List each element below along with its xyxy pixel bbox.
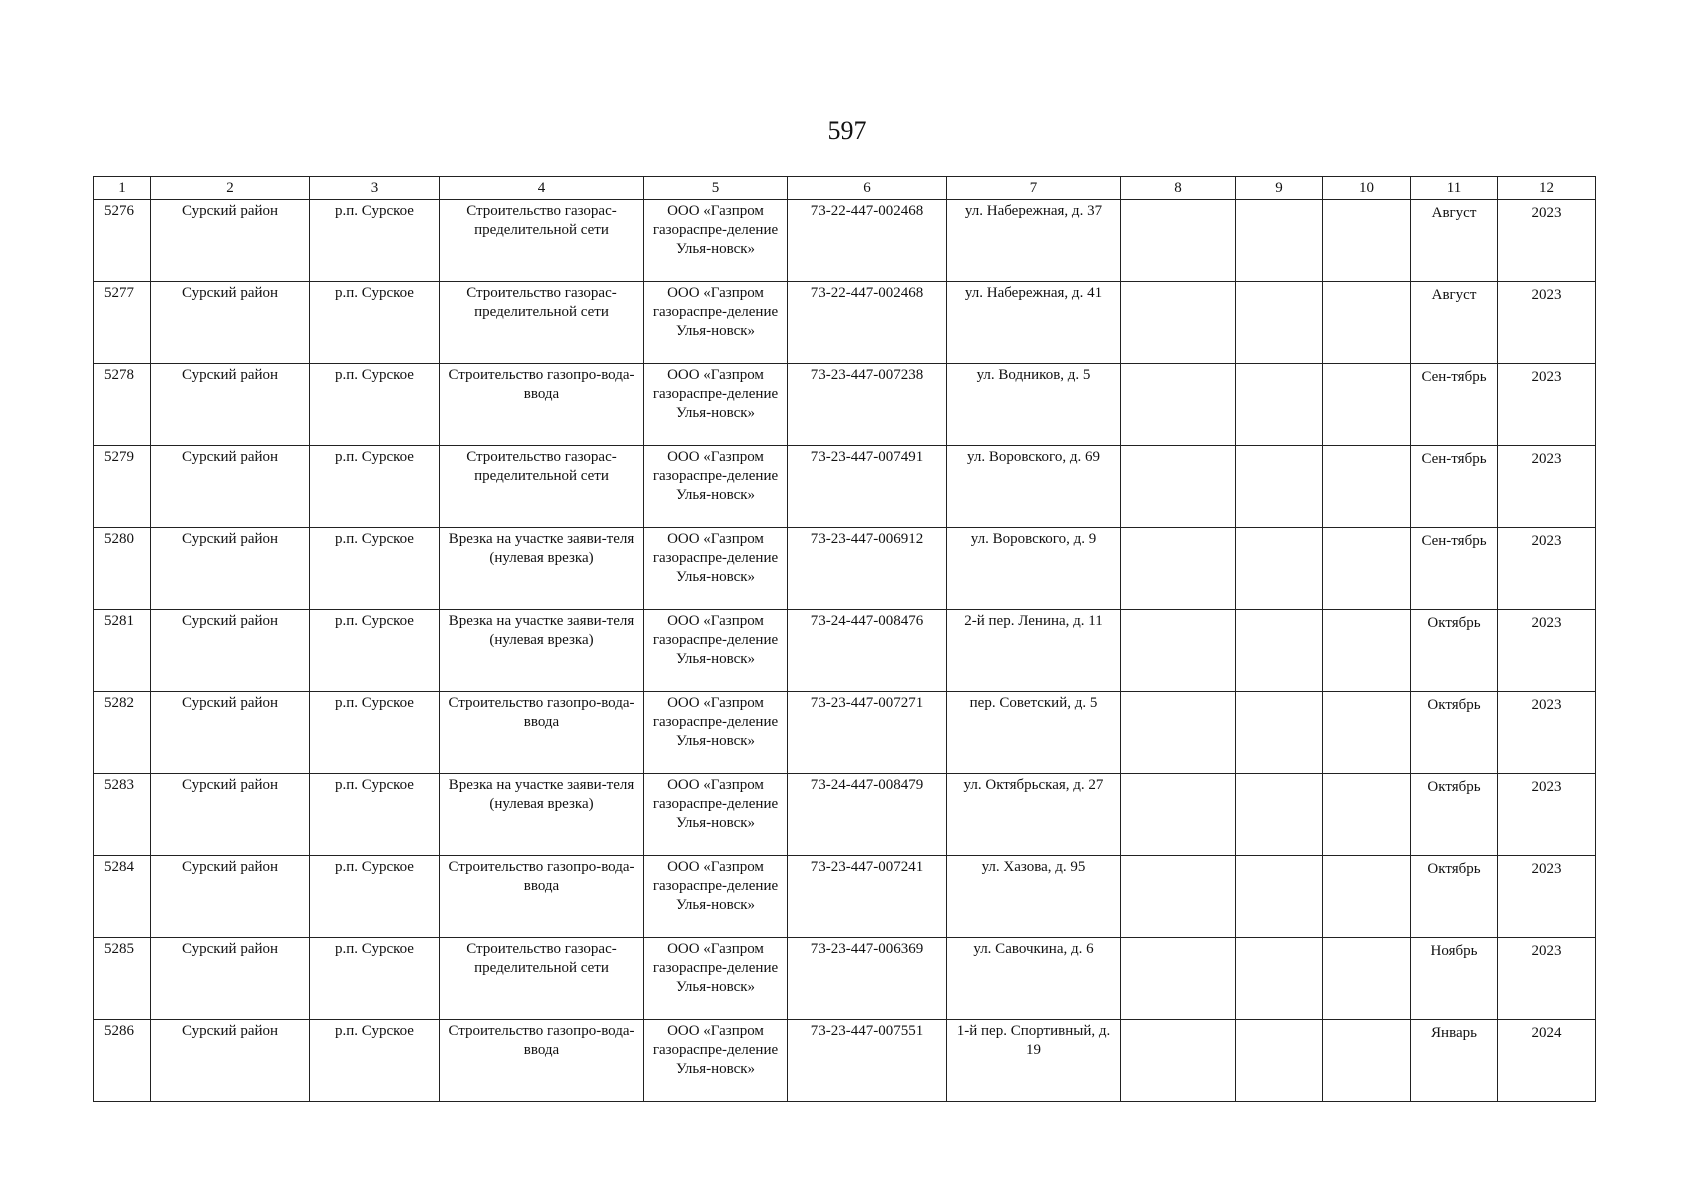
column-8-cell (1121, 282, 1236, 364)
column-8-cell (1121, 200, 1236, 282)
organization-cell: ООО «Газпром газораспре-деление Улья-новск» (644, 528, 788, 610)
year-cell: 2023 (1498, 200, 1596, 282)
object-code-cell: 73-22-447-002468 (788, 282, 947, 364)
column-10-cell (1323, 774, 1411, 856)
month-cell: Сен-тябрь (1411, 364, 1498, 446)
column-10-cell (1323, 282, 1411, 364)
address-cell: ул. Хазова, д. 95 (947, 856, 1121, 938)
work-type-cell: Строительство газопро-вода-ввода (440, 692, 644, 774)
header-cell: 6 (788, 177, 947, 200)
column-10-cell (1323, 1020, 1411, 1102)
work-type-cell: Врезка на участке заяви-теля (нулевая врезка) (440, 774, 644, 856)
work-type-cell: Строительство газорас-пределительной сети (440, 200, 644, 282)
table-body (94, 200, 1596, 1102)
column-10-cell (1323, 856, 1411, 938)
column-10-cell (1323, 528, 1411, 610)
address-cell: 1-й пер. Спортивный, д. 19 (947, 1020, 1121, 1102)
year-cell: 2023 (1498, 774, 1596, 856)
settlement-cell: р.п. Сурское (310, 692, 440, 774)
object-code-cell: 73-23-447-007271 (788, 692, 947, 774)
column-9-cell (1236, 446, 1323, 528)
object-code-cell: 73-23-447-007241 (788, 856, 947, 938)
organization-cell: ООО «Газпром газораспре-деление Улья-новск» (644, 1020, 788, 1102)
header-cell: 7 (947, 177, 1121, 200)
organization-cell: ООО «Газпром газораспре-деление Улья-новск» (644, 856, 788, 938)
year-cell: 2023 (1498, 856, 1596, 938)
district-cell: Сурский район (151, 938, 310, 1020)
year-cell: 2023 (1498, 446, 1596, 528)
column-8-cell (1121, 446, 1236, 528)
month-cell: Ноябрь (1411, 938, 1498, 1020)
column-8-cell (1121, 1020, 1236, 1102)
column-10-cell (1323, 938, 1411, 1020)
work-type-cell: Врезка на участке заяви-теля (нулевая врезка) (440, 528, 644, 610)
object-code-cell: 73-23-447-006369 (788, 938, 947, 1020)
settlement-cell: р.п. Сурское (310, 364, 440, 446)
settlement-cell: р.п. Сурское (310, 856, 440, 938)
district-cell: Сурский район (151, 610, 310, 692)
address-cell: ул. Савочкина, д. 6 (947, 938, 1121, 1020)
page-number: 597 (827, 116, 867, 145)
year-cell: 2023 (1498, 938, 1596, 1020)
table-row (94, 938, 1596, 1020)
object-code-cell: 73-23-447-007491 (788, 446, 947, 528)
district-cell: Сурский район (151, 446, 310, 528)
column-9-cell (1236, 692, 1323, 774)
work-type-cell: Строительство газопро-вода-ввода (440, 364, 644, 446)
column-10-cell (1323, 446, 1411, 528)
month-cell: Октябрь (1411, 610, 1498, 692)
district-cell: Сурский район (151, 200, 310, 282)
object-code-cell: 73-23-447-007238 (788, 364, 947, 446)
column-8-cell (1121, 938, 1236, 1020)
header-cell: 1 (94, 177, 151, 200)
month-cell: Август (1411, 282, 1498, 364)
column-10-cell (1323, 364, 1411, 446)
year-cell: 2024 (1498, 1020, 1596, 1102)
row-number: 5283 (94, 774, 151, 856)
month-cell: Сен-тябрь (1411, 446, 1498, 528)
organization-cell: ООО «Газпром газораспре-деление Улья-новск» (644, 446, 788, 528)
month-cell: Сен-тябрь (1411, 528, 1498, 610)
row-number: 5279 (94, 446, 151, 528)
year-cell: 2023 (1498, 282, 1596, 364)
row-number: 5277 (94, 282, 151, 364)
organization-cell: ООО «Газпром газораспре-деление Улья-новск» (644, 938, 788, 1020)
column-9-cell (1236, 200, 1323, 282)
organization-cell: ООО «Газпром газораспре-деление Улья-новск» (644, 610, 788, 692)
column-8-cell (1121, 856, 1236, 938)
table-row (94, 856, 1596, 938)
settlement-cell: р.п. Сурское (310, 200, 440, 282)
object-code-cell: 73-23-447-006912 (788, 528, 947, 610)
table-row (94, 692, 1596, 774)
organization-cell: ООО «Газпром газораспре-деление Улья-новск» (644, 774, 788, 856)
row-number: 5278 (94, 364, 151, 446)
object-code-cell: 73-24-447-008476 (788, 610, 947, 692)
column-8-cell (1121, 774, 1236, 856)
organization-cell: ООО «Газпром газораспре-деление Улья-новск» (644, 200, 788, 282)
table-row (94, 364, 1596, 446)
column-9-cell (1236, 938, 1323, 1020)
column-9-cell (1236, 528, 1323, 610)
address-cell: ул. Набережная, д. 41 (947, 282, 1121, 364)
table-row (94, 1020, 1596, 1102)
header-cell: 11 (1411, 177, 1498, 200)
address-cell: ул. Набережная, д. 37 (947, 200, 1121, 282)
settlement-cell: р.п. Сурское (310, 610, 440, 692)
column-9-cell (1236, 282, 1323, 364)
district-cell: Сурский район (151, 364, 310, 446)
address-cell: пер. Советский, д. 5 (947, 692, 1121, 774)
settlement-cell: р.п. Сурское (310, 282, 440, 364)
work-type-cell: Врезка на участке заяви-теля (нулевая врезка) (440, 610, 644, 692)
month-cell: Октябрь (1411, 692, 1498, 774)
table-row (94, 200, 1596, 282)
year-cell: 2023 (1498, 610, 1596, 692)
work-type-cell: Строительство газорас-пределительной сети (440, 938, 644, 1020)
column-10-cell (1323, 692, 1411, 774)
year-cell: 2023 (1498, 692, 1596, 774)
column-9-cell (1236, 1020, 1323, 1102)
month-cell: Август (1411, 200, 1498, 282)
column-8-cell (1121, 528, 1236, 610)
column-9-cell (1236, 774, 1323, 856)
table-row (94, 528, 1596, 610)
header-cell: 4 (440, 177, 644, 200)
column-9-cell (1236, 364, 1323, 446)
district-cell: Сурский район (151, 774, 310, 856)
column-8-cell (1121, 364, 1236, 446)
column-9-cell (1236, 610, 1323, 692)
object-code-cell: 73-22-447-002468 (788, 200, 947, 282)
settlement-cell: р.п. Сурское (310, 446, 440, 528)
district-cell: Сурский район (151, 1020, 310, 1102)
district-cell: Сурский район (151, 528, 310, 610)
row-number: 5282 (94, 692, 151, 774)
year-cell: 2023 (1498, 364, 1596, 446)
district-cell: Сурский район (151, 282, 310, 364)
month-cell: Январь (1411, 1020, 1498, 1102)
work-type-cell: Строительство газопро-вода-ввода (440, 856, 644, 938)
work-type-cell: Строительство газорас-пределительной сети (440, 446, 644, 528)
organization-cell: ООО «Газпром газораспре-деление Улья-новск» (644, 364, 788, 446)
row-number: 5284 (94, 856, 151, 938)
organization-cell: ООО «Газпром газораспре-деление Улья-новск» (644, 692, 788, 774)
address-cell: 2-й пер. Ленина, д. 11 (947, 610, 1121, 692)
column-8-cell (1121, 692, 1236, 774)
row-number: 5281 (94, 610, 151, 692)
data-table (93, 176, 1596, 1102)
year-cell: 2023 (1498, 528, 1596, 610)
header-cell: 10 (1323, 177, 1411, 200)
address-cell: ул. Водников, д. 5 (947, 364, 1121, 446)
column-10-cell (1323, 610, 1411, 692)
work-type-cell: Строительство газопро-вода-ввода (440, 1020, 644, 1102)
object-code-cell: 73-23-447-007551 (788, 1020, 947, 1102)
table-row (94, 610, 1596, 692)
district-cell: Сурский район (151, 692, 310, 774)
header-cell: 12 (1498, 177, 1596, 200)
settlement-cell: р.п. Сурское (310, 938, 440, 1020)
column-10-cell (1323, 200, 1411, 282)
address-cell: ул. Воровского, д. 9 (947, 528, 1121, 610)
settlement-cell: р.п. Сурское (310, 1020, 440, 1102)
month-cell: Октябрь (1411, 856, 1498, 938)
table-row (94, 774, 1596, 856)
header-cell: 2 (151, 177, 310, 200)
organization-cell: ООО «Газпром газораспре-деление Улья-новск» (644, 282, 788, 364)
settlement-cell: р.п. Сурское (310, 774, 440, 856)
row-number: 5286 (94, 1020, 151, 1102)
district-cell: Сурский район (151, 856, 310, 938)
header-cell: 8 (1121, 177, 1236, 200)
table-row (94, 446, 1596, 528)
work-type-cell: Строительство газорас-пределительной сети (440, 282, 644, 364)
settlement-cell: р.п. Сурское (310, 528, 440, 610)
address-cell: ул. Воровского, д. 69 (947, 446, 1121, 528)
column-9-cell (1236, 856, 1323, 938)
header-cell: 3 (310, 177, 440, 200)
address-cell: ул. Октябрьская, д. 27 (947, 774, 1121, 856)
object-code-cell: 73-24-447-008479 (788, 774, 947, 856)
header-cell: 9 (1236, 177, 1323, 200)
row-number: 5276 (94, 200, 151, 282)
row-number: 5280 (94, 528, 151, 610)
column-8-cell (1121, 610, 1236, 692)
header-row (94, 177, 1596, 200)
month-cell: Октябрь (1411, 774, 1498, 856)
row-number: 5285 (94, 938, 151, 1020)
header-cell: 5 (644, 177, 788, 200)
table-row (94, 282, 1596, 364)
